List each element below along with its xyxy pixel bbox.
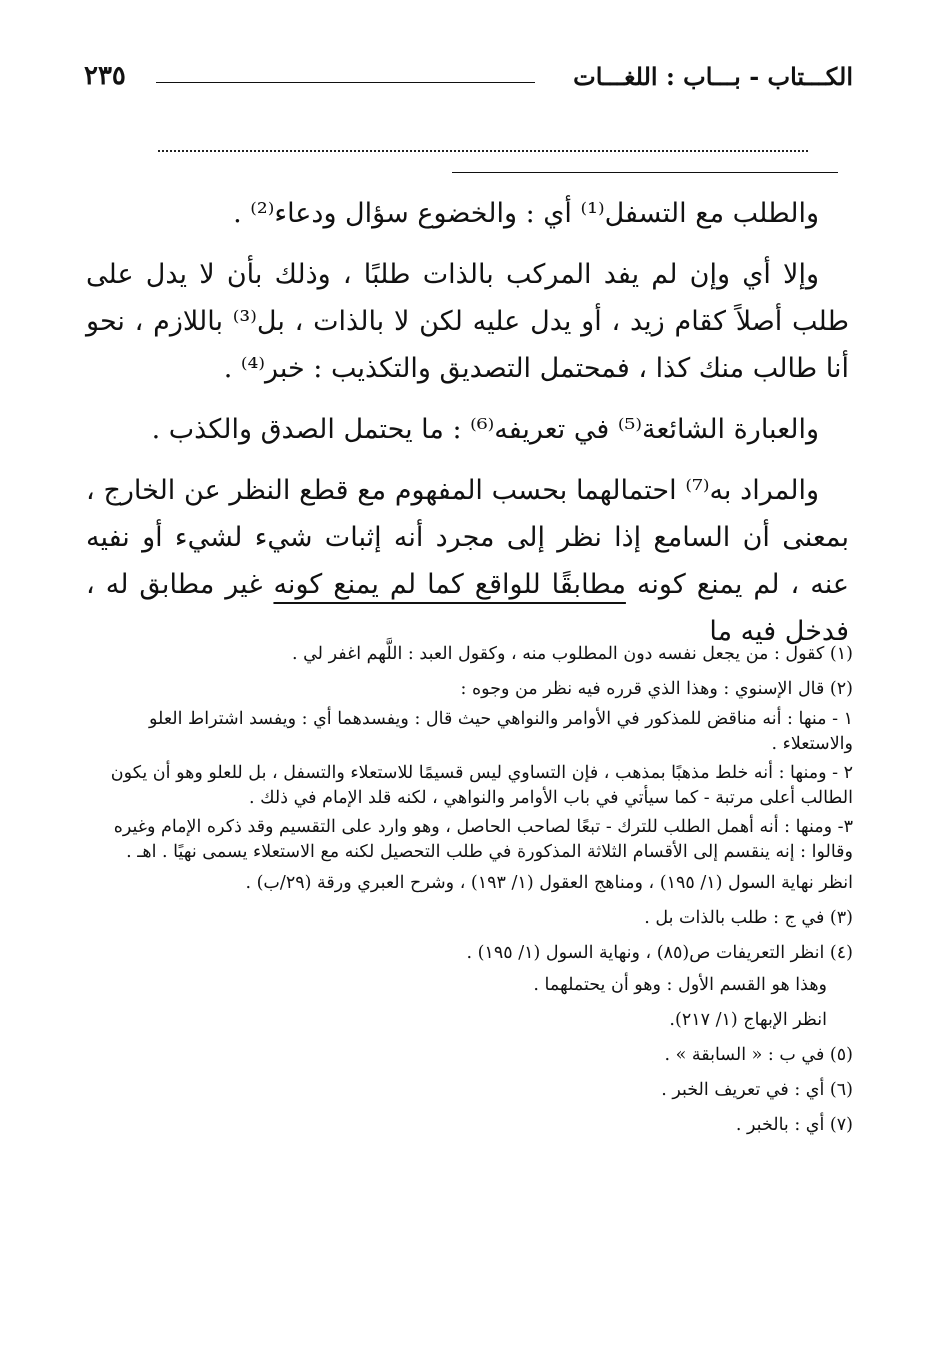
footnote-2: (٢) قال الإسنوي : وهذا الذي قرره فيه نظر من وجوه :	[460, 679, 853, 699]
main-paragraph-3: والعبارة الشائعة⁽⁵⁾ في تعريفه⁽⁶⁾ : ما يحتمل الصدق والكذب .	[151, 414, 819, 445]
footnote-2-point-1: ١ - منها : أنه مناقض للمذكور في الأوامر والنواهي حيث قال : ويفسدهما أي : ويفسد اشتراط العلو والاستعلاء .	[149, 709, 853, 754]
dotted-separator	[158, 150, 808, 152]
footnote-4: (٤) انظر التعريفات ص(٨٥) ، ونهاية السول (١/ ١٩٥) .	[466, 943, 853, 963]
main-paragraph-2: وإلا أي وإن لم يفد المركب بالذات طلبًا ، وذلك بأن لا يدل على طلب أصلاً كقام زيد ، أو يدل عليه لكن لا بالذات ، بل⁽³⁾ باللازم ، نحو أنا طالب منك كذا ، فمحتمل التصديق والتكذيب : خبر⁽⁴⁾ .	[86, 259, 849, 384]
page-number: ٢٣٥	[84, 61, 126, 91]
footnote-5: (٥) في ب : « السابقة » .	[664, 1045, 853, 1065]
running-title: الكـــتاب - بـــاب : اللغـــات	[573, 61, 853, 91]
underlined-phrase: مطابقًا للواقع كما لم يمنع كونه	[273, 569, 626, 600]
main-paragraph-4-end: غير مطابق له ، فدخل فيه ما	[86, 569, 849, 647]
footnote-2-point-3: ٣- ومنها : أنه أهمل الطلب للترك - تبعًا لصاحب الحاصل ، وهو وارد على التقسيم وقد ذكره الإمام وغيره وقالوا : إنه ينقسم إلى الأقسام الثلاثة المذكورة في طلب التحصيل لكنه مع الاستعلاء يسمى نهيًا . اهـ .	[113, 817, 853, 862]
footnotes	[84, 640, 853, 1146]
footnote-6: (٦) أي : في تعريف الخبر .	[661, 1080, 853, 1100]
footnote-4-note: وهذا هو القسم الأول : وهو أن يحتملهما .	[533, 975, 827, 995]
footnote-2-point-2: ٢ - ومنها : أنه خلط مذهبًا بمذهب ، فإن التساوي ليس قسيمًا للاستعلاء والتسفل ، بل للعلو وهو أن يكون الطالب أعلى مرتبة - كما سيأتي في باب الأوامر والنواهي ، لكنه قلد الإمام في ذلك .	[110, 763, 853, 808]
page-header	[84, 58, 853, 94]
footnote-4-reference: انظر الإبهاج (١/ ٢١٧).	[669, 1010, 827, 1030]
header-rule	[156, 82, 535, 83]
main-text	[86, 190, 849, 655]
main-paragraph-4-start: والمراد به⁽⁷⁾ احتمالهما بحسب المفهوم مع قطع النظر عن الخارج ، بمعنى أن السامع إذا نظر إلى مجرد أنه إثبات شيء لشيء أو نفيه عنه ، لم يمنع كونه	[86, 475, 849, 600]
main-paragraph-1: والطلب مع التسفل⁽¹⁾ أي : والخضوع سؤال ودعاء⁽²⁾ .	[233, 198, 819, 229]
main-paragraph-4	[86, 467, 849, 655]
footnote-2-reference: انظر نهاية السول (١/ ١٩٥) ، ومناهج العقول (١/ ١٩٣) ، وشرح العبري ورقة (٢٩/ب) .	[245, 873, 853, 893]
footnote-1: (١) كقول : من يجعل نفسه دون المطلوب منه ، وكقول العبد : اللَّهم اغفر لي .	[291, 644, 853, 664]
footnote-3: (٣) في ج : طلب بالذات بل .	[644, 908, 853, 928]
footnote-7: (٧) أي : بالخبر .	[735, 1115, 853, 1135]
section-rule	[452, 172, 838, 173]
